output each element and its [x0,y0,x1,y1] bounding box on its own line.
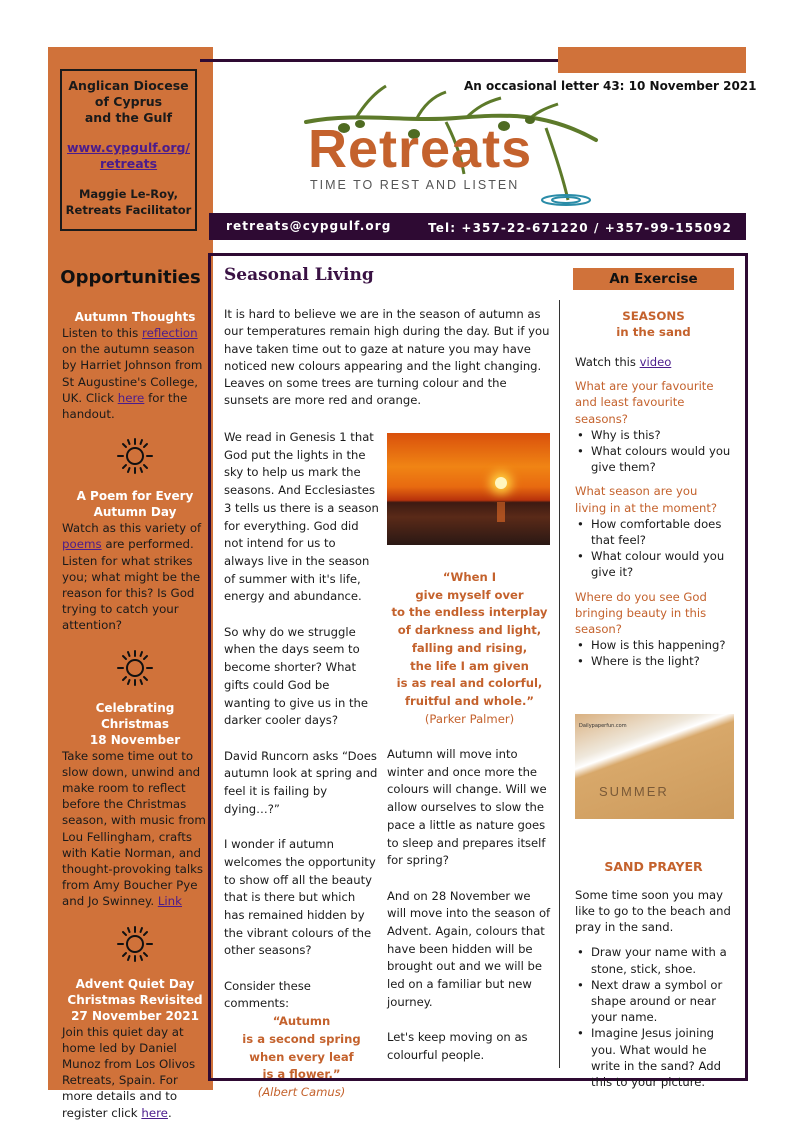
quote-line: the life I am given [410,658,529,673]
text: Take some time out to slow down, unwind and make room to reflect before the Christmas season, with music from Lou Fellingham, crafts with Katie Norman, and thought-provoking talks from Amy Boucher Pye and Jo Swinney. [62,748,206,909]
opportunity-advent-quiet-day [62,976,208,1121]
question: What season are you living in at the moment? [575,484,718,515]
subtitle-line: in the sand [616,325,691,339]
paragraph: And on 28 November we will move into the season of Advent. Again, colours that have been hidden will be brought out and we will be led on a familiar but new journey. [387,888,551,1009]
article-column-left [224,429,379,1102]
opportunities-list [62,309,208,1121]
opportunity-autumn-thoughts [62,309,208,422]
subtitle-line: SEASONS [622,309,685,323]
text: Join this quiet day at home led by Daniel Munoz from Los Olivos Retreats, Spain. For more details and to register click [62,1024,196,1120]
quote-line: to the endless interplay [391,605,548,620]
sand-prayer-intro: Some time soon you may like to go to the beach and pray in the sand. [575,887,731,935]
top-accent-tab [558,47,746,73]
exercise-header: An Exercise [573,268,734,290]
contact-bar [209,213,746,240]
logo-tagline: TIME TO REST AND LISTEN [310,178,520,192]
heading-line: A Poem for Every [76,489,194,504]
sun-icon [115,924,155,964]
org-name-line-3: and the Gulf [84,110,173,125]
paragraph: Consider these comments: [224,978,311,1011]
facilitator-role: Retreats Facilitator [65,203,192,217]
handout-link[interactable]: here [117,390,145,405]
exercise-subtitle [575,308,732,340]
opportunity-text [62,748,208,910]
quote-line: when every leaf [249,1049,354,1064]
quote-attribution: (Parker Palmer) [424,711,515,726]
opportunity-poem [62,488,208,633]
quote-line: is as real and colorful, [396,676,543,691]
sand-prayer-steps [575,944,732,1090]
heading-line: 27 November 2021 [71,1008,199,1023]
bullet: • What colour would you give it? [575,548,732,580]
bullet: • What colours would you give them? [575,443,732,475]
paragraph: David Runcorn asks “Does autumn look at spring and feel it is failing by dying…?” [224,748,378,816]
question-bullets [575,637,732,669]
article-title: Seasonal Living [224,265,374,285]
opportunity-heading: Autumn Thoughts [74,310,196,324]
org-name-line-1: Anglican Diocese [68,78,189,93]
retreats-logo [296,82,636,207]
palmer-quote [387,569,552,728]
exercise-body [573,308,734,1090]
step: • Draw your name with a stone, stick, shoe. [575,944,732,976]
sun-reflection [497,502,505,522]
step: • Next draw a symbol or shape around or near your name. [575,977,732,1026]
quote-line: is a second spring [242,1031,361,1046]
website-link-line-2[interactable]: retreats [99,156,158,171]
org-name-line-2: of Cyprus [94,94,163,109]
heading-line: Celebrating [95,700,175,715]
website-link[interactable] [62,140,195,172]
bullet: • How is this happening? [575,637,732,653]
heading-line: Christmas Revisited [67,992,203,1007]
opportunity-text [62,325,208,422]
heading-line: Autumn Day [93,505,177,520]
register-link[interactable]: here [141,1105,168,1120]
paragraph: We read in Genesis 1 that God put the lights in the sky to help us mark the seasons. And Ecclesiastes 3 tells us there is a season for everything. God did not intend for us to always live in the season of summer with it's life, energy and abundance. [224,430,379,604]
logo-wordmark: Retreats [308,119,533,179]
quote-attribution: (Albert Camus) [257,1084,346,1099]
opportunity-heading [62,488,208,520]
text: Watch this [575,355,640,369]
heading-line: 18 November [89,732,181,747]
text: are performed. Listen for what strikes you; what might be the reason for this? Is God trying to catch your attention? [62,537,201,633]
question-bullets [575,427,732,476]
heading-line: Christmas [100,716,169,731]
exercise-panel [573,268,734,1090]
sidebar [48,47,213,1120]
sun-icon [115,436,155,476]
image-credit: Dailypaperfun.com [579,722,627,729]
text: on the autumn season by Harriet Johnson from St Augustine's College, UK. Click [62,342,203,405]
paragraph: Let's keep moving on as colourful people. [387,1030,528,1062]
article-intro: It is hard to believe we are in the season of autumn as our temperatures remain high during the day. But if you have taken time out to gaze at nature you may have noticed new colours appearing and the light changing. Leaves on some trees are turning colour and the sunsets are more red and orange. [224,307,550,408]
article-column-right [387,433,552,1082]
sunset-image [387,433,550,545]
step: • Imagine Jesus joining you. What would he write in the sand? Add this to your picture. [575,1025,732,1090]
opportunities-title: Opportunities [60,267,201,288]
issue-line: An occasional letter 43: 10 November 2021 [464,79,757,93]
paragraph: I wonder if autumn welcomes the opportunity to show off all the beauty that is there but which has remained hidden by the vibrant colours of the other seasons? [224,837,376,958]
reflection-link[interactable]: reflection [141,326,198,340]
video-link[interactable]: video [639,355,672,369]
text: Listen to this [62,326,142,340]
text: . [167,1105,172,1120]
sun-icon [115,648,155,688]
quote-line: “When I [442,570,497,584]
bullet: • How comfortable does that feel? [575,516,732,548]
paragraph: So why do we struggle when the days seem to become shorter? What gifts could God be wanting to give us in the darker cooler days? [224,624,369,728]
question: Where do you see God bringing beauty in this season? [575,589,707,637]
sun-disc [495,477,507,489]
paragraph: Autumn will move into winter and once more the colours will change. Will we allow ourselves to slow the pace a little as nature goes to sleep and prepares itself for spring? [387,747,547,868]
website-link-line-1[interactable]: www.cypgulf.org/ [67,140,190,155]
quote-line: of darkness and light, [397,623,542,638]
opportunity-heading [62,700,208,748]
question: What are your favourite and least favourite seasons? [575,379,714,426]
column-divider [559,300,560,1068]
sand-summer-image [575,714,734,819]
opportunity-text [62,1024,208,1121]
diocese-info-box [60,69,197,231]
poems-link[interactable]: poems [62,537,102,552]
text: Watch as this variety of [62,521,202,536]
opportunity-heading [62,976,208,1024]
quote-line: falling and rising, [411,640,528,655]
heading-line: Advent Quiet Day [75,976,195,991]
telephone-numbers: Tel: +357-22-671220 / +357-99-155092 [428,221,732,235]
quote-line: give myself over [415,587,524,602]
bullet: • Why is this? [575,427,732,443]
opportunity-text [62,520,208,633]
email-link[interactable]: retreats@cypgulf.org [226,219,392,233]
quote-line: fruitful and whole.” [404,693,535,708]
quote-line: “Autumn [272,1014,331,1029]
christmas-link[interactable]: Link [157,894,182,909]
opportunity-celebrating-christmas [62,700,208,910]
watch-line [575,354,732,370]
camus-quote [224,1013,379,1102]
sand-word: SUMMER [599,783,669,799]
facilitator-name: Maggie Le-Roy, [78,187,179,201]
text: for the handout. [62,390,188,422]
sand-prayer-title: SAND PRAYER [604,858,703,874]
quote-line: is a flower.” [262,1067,341,1082]
question-bullets [575,516,732,581]
bullet: • Where is the light? [575,653,732,669]
